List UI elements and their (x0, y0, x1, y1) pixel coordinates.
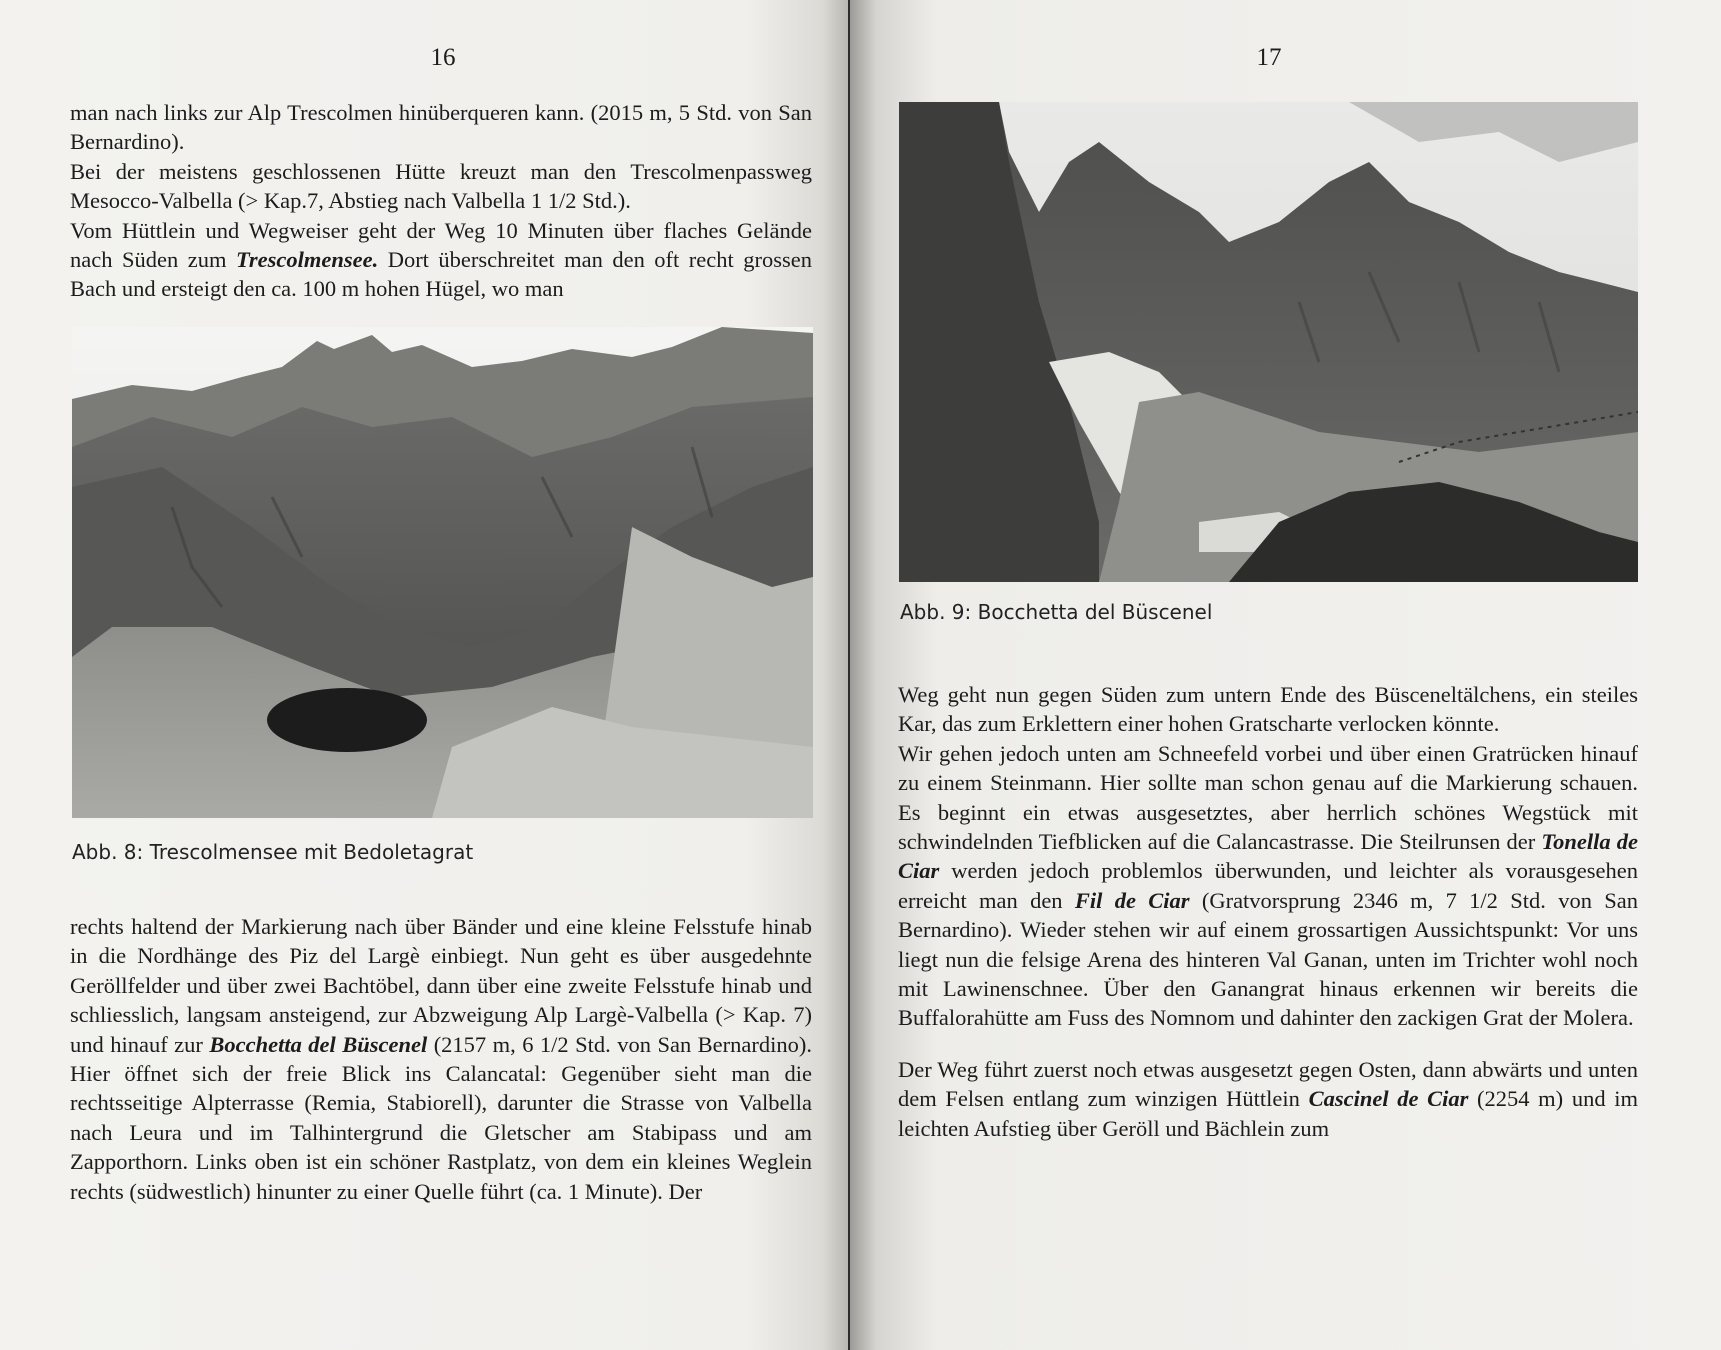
mountain-lake-photo (72, 327, 813, 818)
photo-bocchetta (899, 102, 1638, 582)
figure-caption-8: Abb. 8: Trescolmensee mit Bedoletagrat (72, 840, 474, 864)
paragraph (70, 912, 812, 1206)
left-page (0, 0, 848, 1350)
text-run: (Gratvorsprung 2346 m, 7 1/2 Std. von San Bernardino). Wieder stehen wir auf einem grossartigen Aussichtspunkt: Vor uns liegt nun die felsige Arena des hinteren Val Ganan, unten im Trichter wohl noch mit Lawinenschnee. Über den Ganangrat hinaus erkennen wir bereits die Buffalorahütte am Fuss des Nomnom und dahinter den zackigen Grat der Molera. (898, 887, 1639, 1031)
text-run: Der Weg führt zuerst noch etwas ausgesetzt gegen Osten, dann abwärts und unten dem Felsen entlang zum winzigen Hüttlein (898, 1056, 1638, 1112)
text-run: Wir gehen jedoch unten am Schneefeld vorbei und über einen Gratrücken hinauf zu einem Steinmann. Hier sollte man schon genau auf die Markierung schauen. Es beginnt ein etwas ausgesetztes, aber herrlich schönes Wegstück mit schwindelnden Tiefblicken auf die Calancastrasse. Die Steilrunsen der (898, 740, 1638, 855)
text-run: Dort überschreitet man den oft recht grossen Bach und ersteigt den ca. 100 m hohen Hügel, wo man (70, 247, 812, 302)
text-run: Vom Hüttlein und Wegweiser geht der Weg 10 Minuten über flaches Gelände nach Süden zum (70, 217, 812, 273)
text-run: werden jedoch problemlos überwunden, und leichter als vorausgesehen erreicht man den (898, 858, 1638, 913)
page-number-left: 16 (430, 44, 456, 71)
right-text (898, 680, 1638, 1143)
paragraph-gap (898, 1033, 1638, 1055)
left-bottom-text (70, 912, 812, 1206)
paragraph (70, 216, 812, 304)
mountain-cirque-photo (899, 102, 1638, 582)
right-page (850, 0, 1721, 1350)
paragraph (898, 739, 1638, 1033)
left-top-text (70, 98, 812, 304)
photo-trescolmensee (72, 327, 813, 818)
figure-caption-9: Abb. 9: Bocchetta del Büscenel (900, 600, 1213, 624)
place-name: Cascinel de Ciar (1308, 1086, 1469, 1112)
paragraph: Weg geht nun gegen Süden zum untern Ende des Büsceneltälchens, ein steiles Kar, das zum Erklettern einer hohen Gratscharte verlocken könnte. (898, 682, 1638, 737)
place-name: Fil de Ciar (1074, 887, 1190, 913)
paragraph (898, 1055, 1638, 1143)
place-name: Tonella de Ciar (898, 829, 1638, 884)
paragraph: Bei der meistens geschlossenen Hütte kreuzt man den Trescolmenpassweg Mesocco-Valbella (> Kap.7, Abstieg nach Valbella 1 1/2 Std.). (70, 158, 812, 214)
text-run: (2157 m, 6 1/2 Std. von San Bernardino). Hier öffnet sich der freie Blick ins Calancatal: Gegenüber sieht man die rechtsseitige Alpterrasse (Remia, Stabiorell), darunter die Strasse von Valbella nach Leura und im Talhintergrund die Gletscher am Stabipass und am Zapporthorn. Links oben ist ein schöner Rastplatz, von dem ein kleines Weglein rechts (südwestlich) hinunter zu einer Quelle führt (ca. 1 Minute). Der (70, 1031, 812, 1204)
place-name: Bocchetta del Büscenel (209, 1031, 428, 1057)
page-number-right: 17 (1256, 44, 1282, 71)
text-run: (2254 m) und im leichten Aufstieg über Geröll und Bächlein zum (898, 1086, 1638, 1141)
paragraph: man nach links zur Alp Trescolmen hinüberqueren kann. (2015 m, 5 Std. von San Bernardino). (70, 100, 812, 155)
text-run: rechts haltend der Markierung nach über Bänder und eine kleine Felsstufe hinab in die Nordhänge des Piz del Largè einbiegt. Nun geht es über ausgedehnte Geröllfelder und über zwei Bachtöbel, dann über eine zweite Felsstufe hinab und schliesslich, langsam ansteigend, zur Abzweigung Alp Largè-Valbella (> Kap. 7) und hinauf zur (70, 914, 812, 1057)
place-name: Trescolmensee. (235, 247, 379, 273)
